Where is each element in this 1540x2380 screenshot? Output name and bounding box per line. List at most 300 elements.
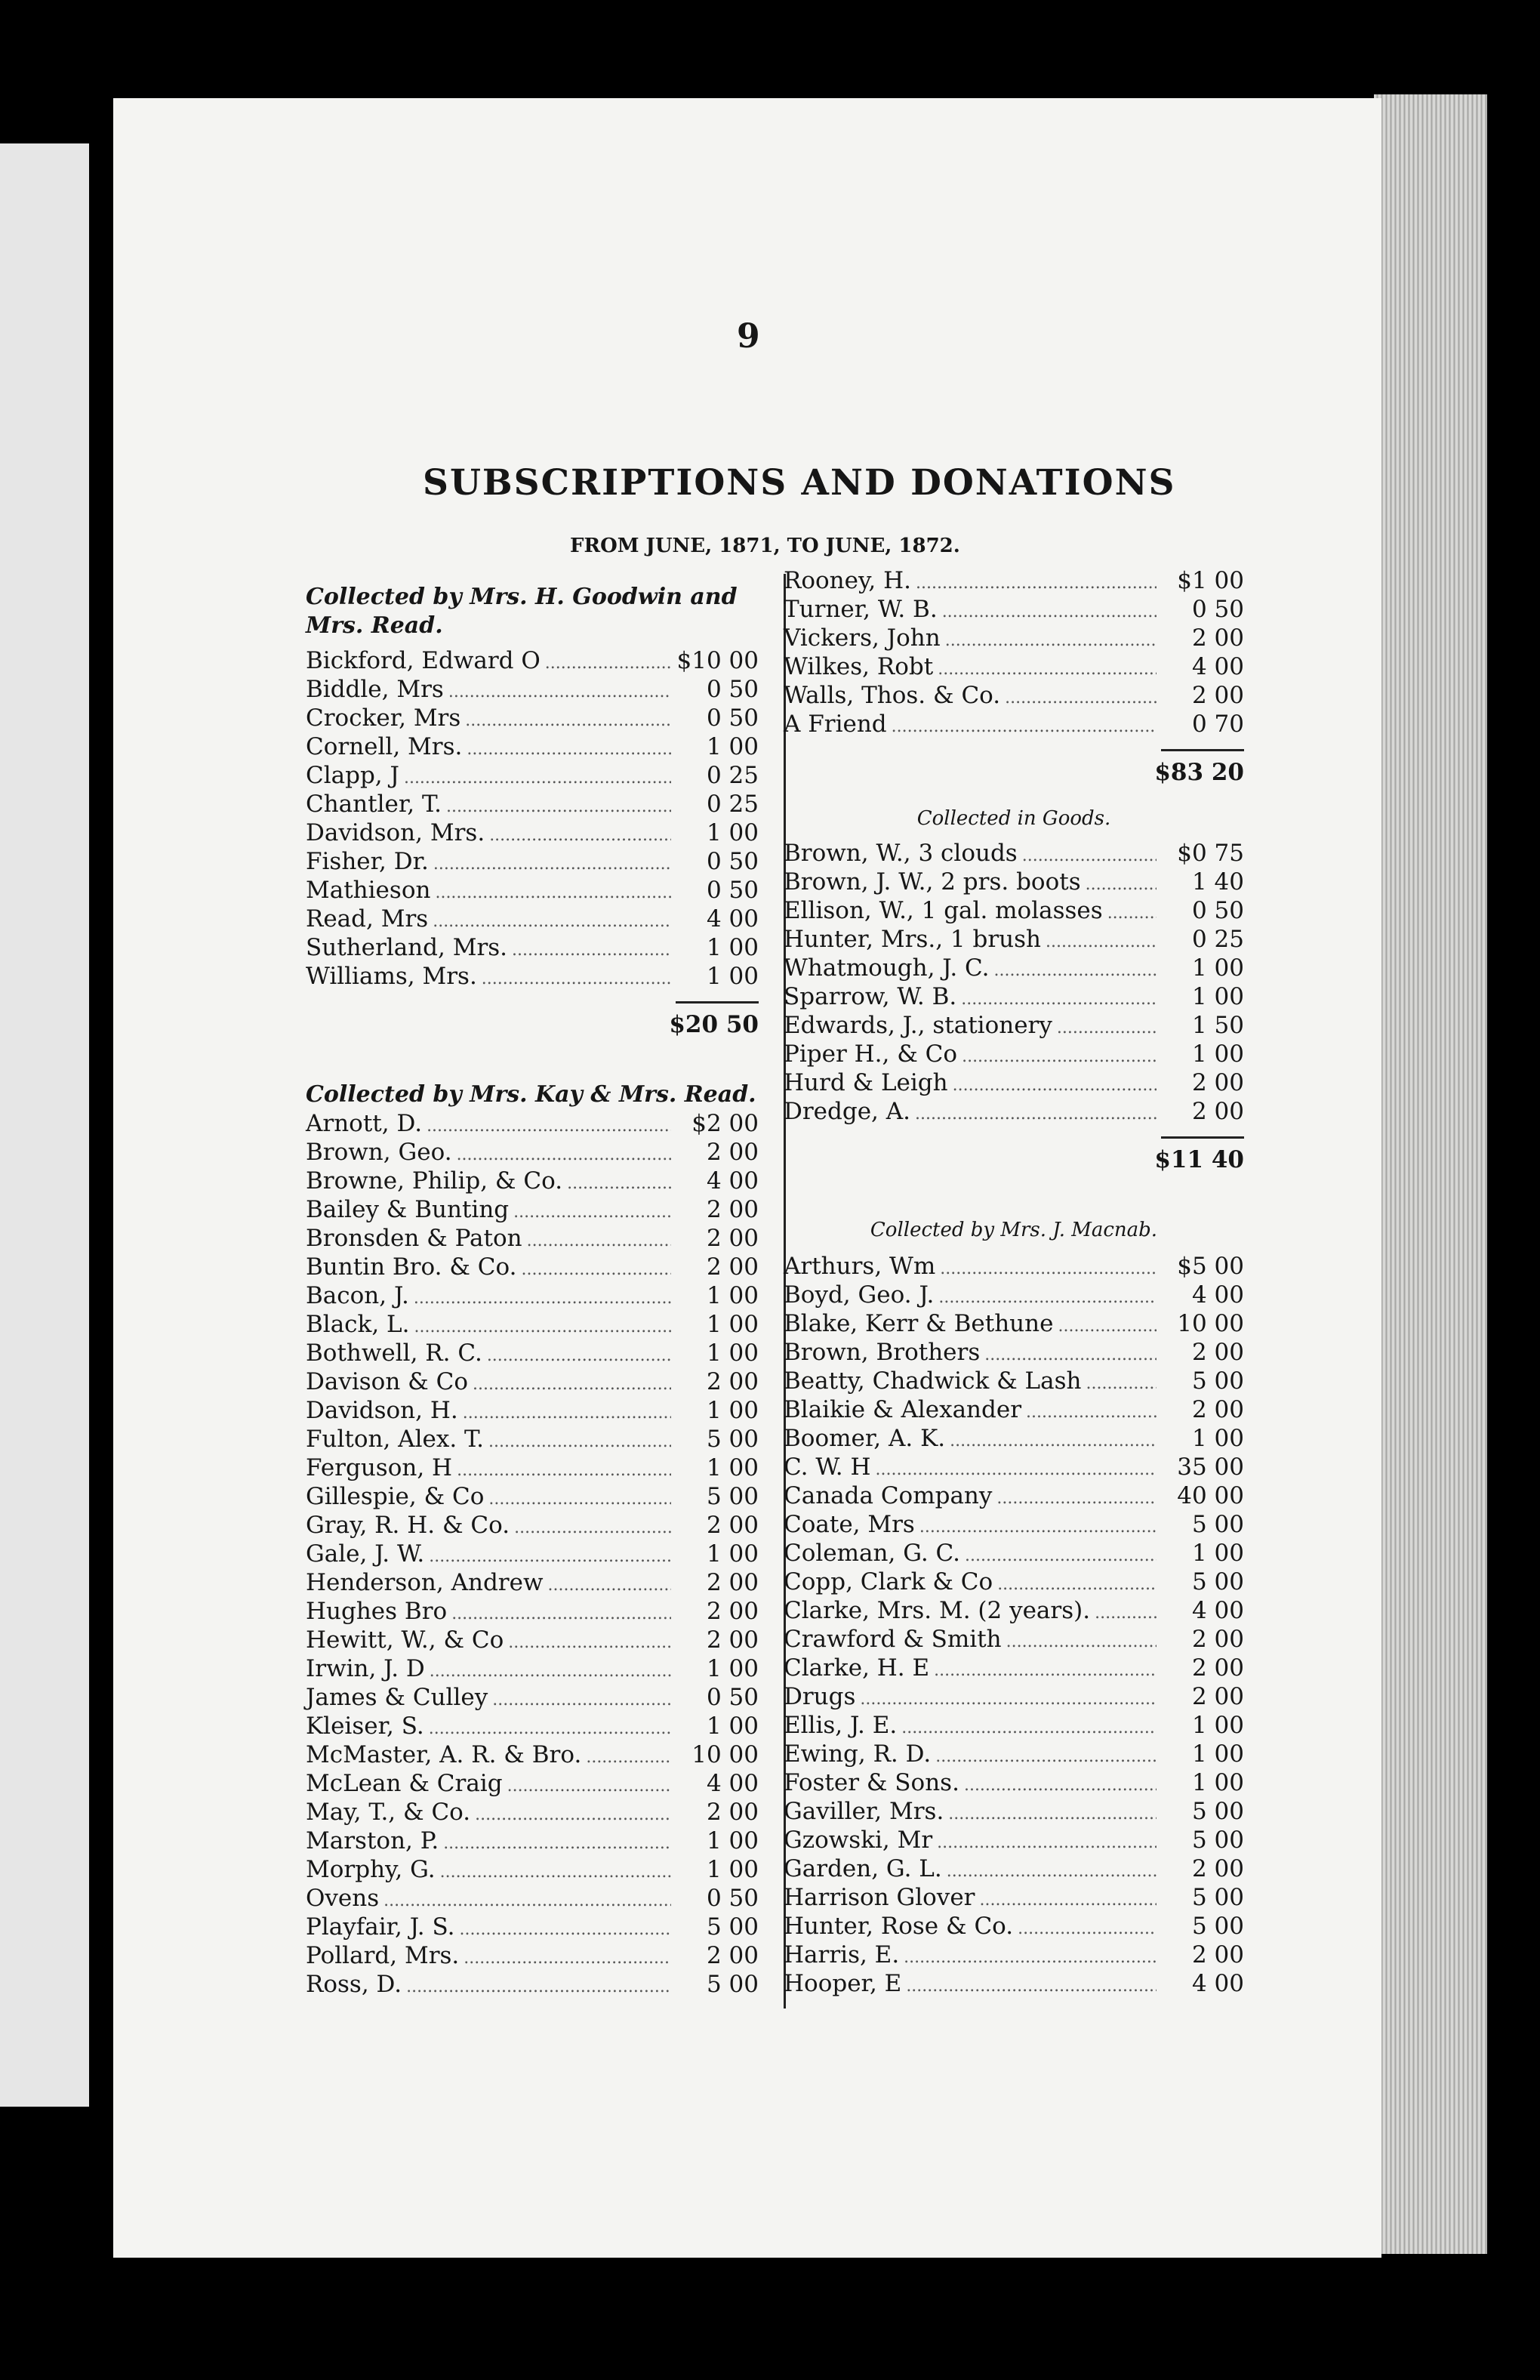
list-item bbox=[784, 1068, 1244, 1097]
entry-amount: 2 00 bbox=[1191, 1339, 1244, 1366]
entry-name: Boomer, A. K. bbox=[784, 1425, 946, 1452]
entry-name: Edwards, J., stationery bbox=[784, 1012, 1052, 1039]
dot-leader bbox=[965, 1539, 1157, 1571]
dot-leader bbox=[994, 954, 1157, 985]
list-item bbox=[306, 1310, 759, 1339]
entry-list bbox=[306, 646, 759, 991]
list-item bbox=[306, 1195, 759, 1224]
section-heading: Collected by Mrs. J. Macnab. bbox=[870, 1219, 1158, 1241]
dot-leader bbox=[1022, 839, 1157, 871]
list-item bbox=[784, 1568, 1244, 1596]
list-item bbox=[306, 1138, 759, 1167]
entry-name: Clapp, J bbox=[306, 762, 399, 789]
entry-amount: 4 00 bbox=[1191, 653, 1244, 680]
entry-name: Hurd & Leigh bbox=[784, 1069, 948, 1096]
list-item bbox=[306, 1740, 759, 1769]
entry-name: Arthurs, Wm bbox=[784, 1253, 936, 1280]
dot-leader bbox=[521, 1253, 671, 1284]
list-item bbox=[306, 646, 759, 675]
entry-name: Hewitt, W., & Co bbox=[306, 1626, 504, 1654]
entry-amount: 0 50 bbox=[706, 704, 759, 732]
entry-amount: 0 25 bbox=[706, 791, 759, 818]
list-item bbox=[306, 819, 759, 847]
entry-list bbox=[784, 839, 1244, 1126]
entry-name: Ovens bbox=[306, 1885, 380, 1912]
list-item bbox=[306, 790, 759, 819]
entry-amount: 1 00 bbox=[706, 1282, 759, 1309]
list-item bbox=[784, 1367, 1244, 1395]
list-item bbox=[784, 1252, 1244, 1281]
entry-name: Gray, R. H. & Co. bbox=[306, 1512, 510, 1539]
entry-name: Brown, Geo. bbox=[306, 1139, 452, 1166]
dot-leader bbox=[1005, 681, 1157, 713]
entry-name: Foster & Sons. bbox=[784, 1769, 959, 1796]
entry-name: James & Culley bbox=[306, 1684, 488, 1711]
entry-name: Fisher, Dr. bbox=[306, 848, 429, 875]
entry-amount: 1 00 bbox=[1191, 954, 1244, 982]
dot-leader bbox=[945, 624, 1157, 655]
dot-leader bbox=[492, 1683, 671, 1715]
dot-leader bbox=[940, 1252, 1157, 1284]
list-item bbox=[784, 1097, 1244, 1126]
dot-leader bbox=[406, 1970, 671, 2002]
section-heading: Collected by Mrs. Kay & Mrs. Read. bbox=[306, 1081, 756, 1108]
entry-amount: 5 00 bbox=[706, 1426, 759, 1453]
list-item bbox=[784, 1453, 1244, 1481]
entry-name: Black, L. bbox=[306, 1311, 410, 1338]
entry-name: Clarke, Mrs. M. (2 years). bbox=[784, 1597, 1091, 1624]
entry-name: Whatmough, J. C. bbox=[784, 954, 990, 982]
list-item bbox=[306, 1167, 759, 1195]
entry-amount: 35 00 bbox=[1177, 1454, 1244, 1481]
entry-amount: 2 00 bbox=[1191, 1098, 1244, 1125]
entry-amount: 1 00 bbox=[706, 819, 759, 846]
entry-amount: 2 00 bbox=[706, 1569, 759, 1596]
entry-amount: 0 50 bbox=[1191, 596, 1244, 623]
dot-leader bbox=[919, 1510, 1157, 1542]
entry-name: Bacon, J. bbox=[306, 1282, 409, 1309]
dot-leader bbox=[1018, 1912, 1157, 1944]
dot-leader bbox=[464, 1941, 671, 1973]
list-item bbox=[784, 652, 1244, 681]
entry-amount: 2 00 bbox=[1191, 1396, 1244, 1423]
list-item bbox=[784, 954, 1244, 982]
entry-name: Ross, D. bbox=[306, 1971, 402, 1998]
entry-name: McLean & Craig bbox=[306, 1770, 503, 1797]
dot-leader bbox=[996, 1481, 1157, 1513]
dot-leader bbox=[435, 876, 671, 908]
list-item bbox=[784, 1309, 1244, 1338]
dot-leader bbox=[906, 1969, 1157, 2001]
entry-name: Mathieson bbox=[306, 877, 431, 904]
entry-list bbox=[784, 566, 1244, 738]
list-item bbox=[306, 1884, 759, 1913]
entry-amount: 5 00 bbox=[1191, 1798, 1244, 1825]
entry-amount: $2 00 bbox=[691, 1110, 759, 1137]
list-item bbox=[306, 1597, 759, 1626]
entry-name: Ellis, J. E. bbox=[784, 1712, 898, 1739]
entry-name: Buntin Bro. & Co. bbox=[306, 1253, 517, 1281]
list-item bbox=[784, 1854, 1244, 1883]
entry-name: Williams, Mrs. bbox=[306, 963, 477, 990]
entry-amount: 10 00 bbox=[691, 1741, 759, 1768]
entry-amount: 1 50 bbox=[1191, 1012, 1244, 1039]
entry-name: Ferguson, H bbox=[306, 1454, 453, 1481]
entry-name: Gzowski, Mr bbox=[784, 1827, 933, 1854]
list-item bbox=[784, 1711, 1244, 1740]
left-column bbox=[306, 583, 759, 1999]
dot-leader bbox=[961, 982, 1157, 1014]
entry-amount: 2 00 bbox=[706, 1225, 759, 1252]
list-item bbox=[784, 566, 1244, 595]
dot-leader bbox=[513, 1195, 671, 1227]
dot-leader bbox=[457, 1454, 671, 1485]
page-title: SUBSCRIPTIONS AND DONATIONS bbox=[423, 462, 1176, 504]
entry-name: Bothwell, R. C. bbox=[306, 1340, 482, 1367]
entry-amount: 4 00 bbox=[1191, 1281, 1244, 1309]
dot-leader bbox=[947, 1854, 1157, 1886]
entry-amount: 40 00 bbox=[1177, 1482, 1244, 1509]
entry-name: Pollard, Mrs. bbox=[306, 1942, 460, 1969]
entry-name: Boyd, Geo. J. bbox=[784, 1281, 935, 1309]
list-item bbox=[784, 1481, 1244, 1510]
dot-leader bbox=[475, 1798, 671, 1830]
entry-name: Chantler, T. bbox=[306, 791, 442, 818]
dot-leader bbox=[997, 1568, 1157, 1599]
list-item bbox=[784, 1281, 1244, 1309]
entry-name: Davison & Co bbox=[306, 1368, 468, 1395]
list-item bbox=[306, 1109, 759, 1138]
entry-name: Crawford & Smith bbox=[784, 1626, 1002, 1653]
list-item bbox=[784, 595, 1244, 624]
section-total: $11 40 bbox=[1154, 1146, 1244, 1173]
list-item bbox=[306, 1683, 759, 1712]
dot-leader bbox=[404, 761, 671, 793]
list-item bbox=[784, 1740, 1244, 1768]
dot-leader bbox=[448, 675, 671, 707]
list-item bbox=[784, 982, 1244, 1011]
total-rule bbox=[1161, 1136, 1244, 1139]
entry-amount: 4 00 bbox=[1191, 1597, 1244, 1624]
entry-amount: 1 00 bbox=[706, 1397, 759, 1424]
entry-amount: 1 00 bbox=[706, 1454, 759, 1481]
dot-leader bbox=[488, 1425, 671, 1457]
dot-leader bbox=[964, 1768, 1157, 1800]
entry-amount: 2 00 bbox=[706, 1368, 759, 1395]
entry-amount: 2 00 bbox=[1191, 1069, 1244, 1096]
section-heading: Collected by Mrs. H. Goodwin and Mrs. Read. bbox=[306, 584, 738, 639]
entry-amount: 0 50 bbox=[706, 1684, 759, 1711]
list-item bbox=[306, 1454, 759, 1482]
dot-leader bbox=[1058, 1309, 1157, 1341]
dot-leader bbox=[984, 1338, 1157, 1370]
entry-amount: 1 40 bbox=[1191, 868, 1244, 896]
entry-amount: 0 50 bbox=[706, 848, 759, 875]
dot-leader bbox=[1006, 1625, 1157, 1657]
entry-name: Coleman, G. C. bbox=[784, 1540, 961, 1567]
dot-leader bbox=[451, 1597, 671, 1629]
list-item bbox=[784, 1912, 1244, 1941]
entry-name: Morphy, G. bbox=[306, 1856, 436, 1883]
entry-name: Vickers, John bbox=[784, 624, 941, 652]
list-item bbox=[306, 1367, 759, 1396]
dot-leader bbox=[938, 652, 1157, 684]
list-item bbox=[784, 1768, 1244, 1797]
entry-name: Bailey & Bunting bbox=[306, 1196, 510, 1223]
dot-leader bbox=[953, 1068, 1157, 1100]
right-column bbox=[784, 566, 1244, 1998]
entry-name: Brown, J. W., 2 prs. boots bbox=[784, 868, 1081, 896]
dot-leader bbox=[459, 1913, 671, 1944]
dot-leader bbox=[545, 646, 671, 678]
dot-leader bbox=[937, 1826, 1157, 1857]
entry-name: Gillespie, & Co bbox=[306, 1483, 485, 1510]
entry-amount: 1 00 bbox=[1191, 1712, 1244, 1739]
entry-name: Ewing, R. D. bbox=[784, 1740, 932, 1768]
dot-leader bbox=[901, 1711, 1157, 1743]
entry-amount: 2 00 bbox=[706, 1598, 759, 1625]
entry-name: Brown, Brothers bbox=[784, 1339, 981, 1366]
dot-leader bbox=[567, 1167, 671, 1198]
entry-amount: 2 00 bbox=[706, 1512, 759, 1539]
list-item bbox=[784, 1654, 1244, 1682]
entry-name: Sutherland, Mrs. bbox=[306, 934, 508, 961]
dot-leader bbox=[463, 1396, 671, 1428]
entry-name: Fulton, Alex. T. bbox=[306, 1426, 484, 1453]
entry-amount: 10 00 bbox=[1177, 1310, 1244, 1337]
entry-amount: 1 00 bbox=[706, 1713, 759, 1740]
dot-leader bbox=[489, 819, 671, 850]
entry-amount: 5 00 bbox=[1191, 1367, 1244, 1395]
dot-leader bbox=[860, 1682, 1157, 1714]
dot-leader bbox=[473, 1367, 671, 1399]
section-total: $20 50 bbox=[669, 1011, 759, 1038]
list-item bbox=[784, 896, 1244, 925]
dot-leader bbox=[414, 1310, 671, 1342]
list-item bbox=[306, 732, 759, 761]
dot-leader bbox=[383, 1884, 671, 1916]
list-item bbox=[306, 1626, 759, 1654]
list-item bbox=[784, 1682, 1244, 1711]
entry-amount: 1 00 bbox=[706, 934, 759, 961]
entry-name: Beatty, Chadwick & Lash bbox=[784, 1367, 1082, 1395]
entry-name: Playfair, J. S. bbox=[306, 1913, 455, 1941]
list-item bbox=[306, 1482, 759, 1511]
entry-name: C. W. H bbox=[784, 1454, 871, 1481]
dot-leader bbox=[934, 1654, 1157, 1685]
book-page-stack bbox=[1374, 94, 1487, 2254]
dot-leader bbox=[1026, 1395, 1157, 1427]
list-item bbox=[784, 925, 1244, 954]
dot-leader bbox=[440, 1855, 671, 1887]
entry-amount: 1 00 bbox=[706, 733, 759, 760]
entry-amount: 0 25 bbox=[1191, 926, 1244, 953]
entry-amount: 1 00 bbox=[1191, 1769, 1244, 1796]
list-item bbox=[784, 1625, 1244, 1654]
entry-name: Ellison, W., 1 gal. molasses bbox=[784, 897, 1103, 924]
entry-amount: 1 00 bbox=[706, 1340, 759, 1367]
entry-name: Canada Company bbox=[784, 1482, 993, 1509]
entry-name: Blake, Kerr & Bethune bbox=[784, 1310, 1054, 1337]
entry-name: Davidson, H. bbox=[306, 1397, 458, 1424]
list-item bbox=[306, 1970, 759, 1999]
list-item bbox=[784, 1338, 1244, 1367]
entry-name: Coate, Mrs bbox=[784, 1511, 915, 1538]
list-item bbox=[306, 905, 759, 933]
entry-name: Bronsden & Paton bbox=[306, 1225, 522, 1252]
list-item bbox=[306, 1913, 759, 1941]
list-item bbox=[306, 1253, 759, 1281]
list-item bbox=[784, 624, 1244, 652]
list-item bbox=[784, 1539, 1244, 1568]
entry-amount: 0 70 bbox=[1191, 711, 1244, 738]
entry-amount: 5 00 bbox=[1191, 1568, 1244, 1595]
list-item bbox=[784, 1969, 1244, 1998]
dot-leader bbox=[1057, 1011, 1157, 1043]
entry-amount: 4 00 bbox=[1191, 1970, 1244, 1997]
dot-leader bbox=[433, 905, 671, 936]
entry-amount: 1 00 bbox=[706, 1311, 759, 1338]
list-item bbox=[306, 1396, 759, 1425]
list-item bbox=[784, 1797, 1244, 1826]
entry-amount: 1 00 bbox=[1191, 1425, 1244, 1452]
dot-leader bbox=[935, 1740, 1157, 1771]
entry-amount: 5 00 bbox=[1191, 1511, 1244, 1538]
list-item bbox=[306, 1798, 759, 1827]
list-item bbox=[306, 933, 759, 962]
entry-list bbox=[784, 1252, 1244, 1998]
list-item bbox=[784, 1826, 1244, 1854]
entry-amount: 5 00 bbox=[706, 1483, 759, 1510]
entry-name: Henderson, Andrew bbox=[306, 1569, 544, 1596]
list-item bbox=[784, 1040, 1244, 1068]
dot-leader bbox=[446, 790, 671, 822]
list-item bbox=[306, 675, 759, 704]
dot-leader bbox=[938, 1281, 1157, 1312]
entry-name: Browne, Philip, & Co. bbox=[306, 1167, 563, 1195]
entry-name: Read, Mrs bbox=[306, 905, 429, 933]
dot-leader bbox=[467, 732, 671, 764]
list-item bbox=[306, 1941, 759, 1970]
dot-leader bbox=[942, 595, 1157, 627]
entry-name: Blaikie & Alexander bbox=[784, 1396, 1022, 1423]
entry-amount: 4 00 bbox=[706, 905, 759, 933]
entry-name: Rooney, H. bbox=[784, 567, 911, 594]
entry-amount: 5 00 bbox=[1191, 1827, 1244, 1854]
entry-name: Garden, G. L. bbox=[784, 1855, 942, 1882]
dot-leader bbox=[429, 1540, 671, 1571]
entry-name: Walls, Thos. & Co. bbox=[784, 682, 1001, 709]
list-item bbox=[784, 1011, 1244, 1040]
entry-name: Irwin, J. D bbox=[306, 1655, 425, 1682]
dot-leader bbox=[892, 710, 1157, 741]
dot-leader bbox=[512, 933, 671, 965]
dot-leader bbox=[507, 1769, 671, 1801]
entry-amount: 2 00 bbox=[1191, 1855, 1244, 1882]
entry-amount: 1 00 bbox=[1191, 1040, 1244, 1068]
dot-leader bbox=[962, 1040, 1157, 1071]
list-item bbox=[784, 868, 1244, 896]
dot-leader bbox=[1086, 1367, 1157, 1398]
list-item bbox=[784, 1941, 1244, 1969]
entry-name: Kleiser, S. bbox=[306, 1713, 424, 1740]
entry-name: Copp, Clark & Co bbox=[784, 1568, 993, 1595]
entry-name: A Friend bbox=[784, 711, 887, 738]
entry-name: Biddle, Mrs bbox=[306, 676, 444, 703]
entry-name: Hunter, Mrs., 1 brush bbox=[784, 926, 1041, 953]
list-item bbox=[306, 1511, 759, 1540]
entry-amount: 2 00 bbox=[1191, 1654, 1244, 1682]
entry-name: Davidson, Mrs. bbox=[306, 819, 485, 846]
entry-name: Harrison Glover bbox=[784, 1884, 975, 1911]
list-item bbox=[784, 1395, 1244, 1424]
list-item bbox=[784, 839, 1244, 868]
entry-name: Brown, W., 3 clouds bbox=[784, 840, 1018, 867]
entry-name: Hughes Bro bbox=[306, 1598, 448, 1625]
entry-name: Hunter, Rose & Co. bbox=[784, 1913, 1014, 1940]
entry-amount: 1 00 bbox=[706, 1827, 759, 1854]
dot-leader bbox=[1086, 868, 1157, 899]
entry-name: Drugs bbox=[784, 1683, 856, 1710]
entry-amount: 1 00 bbox=[706, 963, 759, 990]
entry-name: Turner, W. B. bbox=[784, 596, 938, 623]
list-item bbox=[784, 1596, 1244, 1625]
list-item bbox=[306, 1769, 759, 1798]
dot-leader bbox=[1095, 1596, 1157, 1628]
dot-leader bbox=[488, 1482, 671, 1514]
dot-leader bbox=[948, 1797, 1157, 1829]
list-item bbox=[306, 1827, 759, 1855]
dot-leader bbox=[487, 1339, 671, 1370]
entry-amount: 4 00 bbox=[706, 1167, 759, 1195]
entry-amount: 2 00 bbox=[706, 1139, 759, 1166]
total-rule bbox=[676, 1001, 759, 1003]
entry-amount: 2 00 bbox=[706, 1196, 759, 1223]
entry-amount: $10 00 bbox=[676, 647, 759, 674]
list-item bbox=[306, 962, 759, 991]
entry-amount: 1 00 bbox=[1191, 1540, 1244, 1567]
entry-name: Marston, P. bbox=[306, 1827, 439, 1854]
dot-leader bbox=[979, 1883, 1157, 1915]
entry-amount: 0 50 bbox=[706, 877, 759, 904]
previous-page-edge bbox=[0, 143, 89, 2107]
entry-amount: 5 00 bbox=[706, 1913, 759, 1941]
entry-amount: 2 00 bbox=[706, 1253, 759, 1281]
dot-leader bbox=[414, 1281, 671, 1313]
list-item bbox=[306, 1712, 759, 1740]
entry-amount: 2 00 bbox=[706, 1942, 759, 1969]
list-item bbox=[306, 704, 759, 732]
entry-amount: 0 50 bbox=[706, 1885, 759, 1912]
list-item bbox=[784, 710, 1244, 738]
entry-name: Dredge, A. bbox=[784, 1098, 911, 1125]
dot-leader bbox=[950, 1424, 1157, 1456]
dot-leader bbox=[915, 1097, 1157, 1129]
list-item bbox=[306, 1339, 759, 1367]
entry-name: Hooper, E bbox=[784, 1970, 902, 1997]
entry-name: May, T., & Co. bbox=[306, 1799, 471, 1826]
dot-leader bbox=[916, 566, 1157, 598]
list-item bbox=[784, 1883, 1244, 1912]
entry-amount: 2 00 bbox=[1191, 682, 1244, 709]
entry-amount: 0 25 bbox=[706, 762, 759, 789]
list-item bbox=[306, 1654, 759, 1683]
dot-leader bbox=[904, 1941, 1157, 1972]
dot-leader bbox=[457, 1138, 671, 1170]
entry-amount: 0 50 bbox=[1191, 897, 1244, 924]
list-item bbox=[306, 876, 759, 905]
entry-amount: 2 00 bbox=[1191, 624, 1244, 652]
